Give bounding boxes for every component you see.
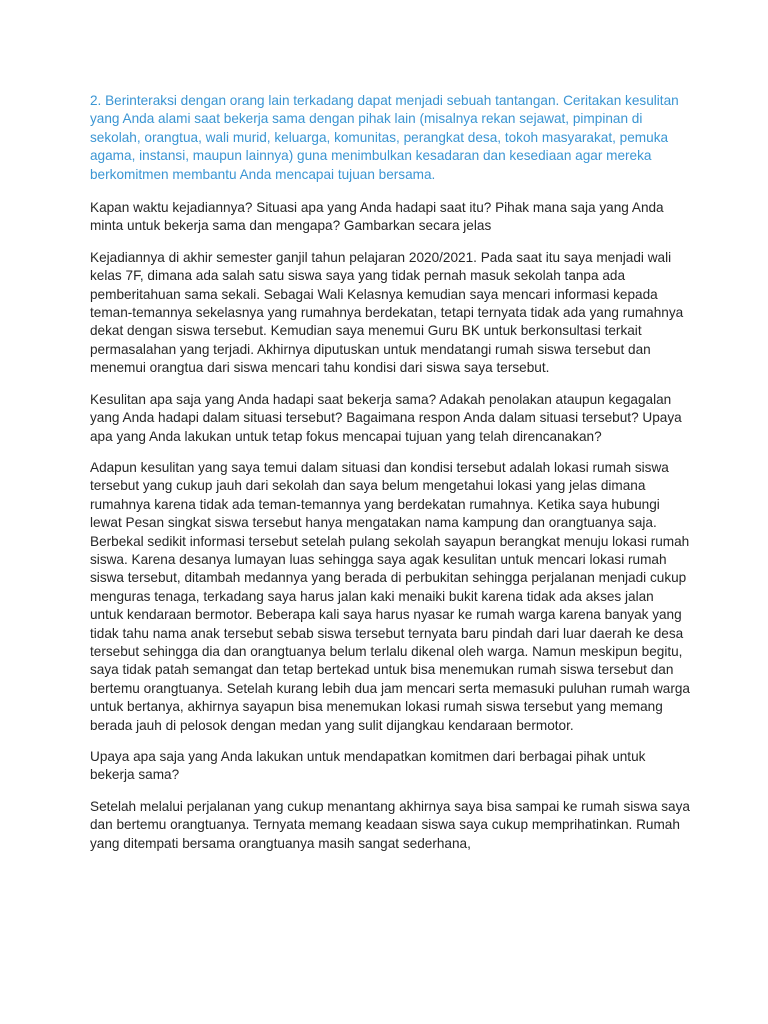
question-paragraph: Kesulitan apa saja yang Anda hadapi saat bekerja sama? Adakah penolakan ataupun kegagalan yang Anda hadapi dalam situasi tersebut? Bagaimana respon Anda dalam situasi tersebut? Upaya apa yang Anda lakukan untuk tetap fokus mencapai tujuan yang telah direncanakan? <box>90 391 682 444</box>
document-page <box>90 92 690 866</box>
answer-paragraph: Kejadiannya di akhir semester ganjil tahun pelajaran 2020/2021. Pada saat itu saya menjadi wali kelas 7F, dimana ada salah satu siswa saya yang tidak pernah masuk sekolah tanpa ada pemberitahuan sama sekali. Sebagai Wali Kelasnya kemudian saya mencari informasi kepada teman-temannya sekelasnya yang rumahnya berdekatan, tetapi ternyata tidak ada yang rumahnya dekat dengan siswa tersebut. Kemudian saya menemui Guru BK untuk berkonsultasi terkait permasalahan yang terjadi. Akhirnya diputuskan untuk mendatangi rumah siswa tersebut dan menemui orangtua dari siswa mencari tahu kondisi dari siswa saya tersebut. <box>90 249 684 376</box>
question-paragraph: Kapan waktu kejadiannya? Situasi apa yang Anda hadapi saat itu? Pihak mana saja yang Anda minta untuk bekerja sama dan mengapa? Gambarkan secara jelas <box>90 200 664 234</box>
question-paragraph: Upaya apa saja yang Anda lakukan untuk mendapatkan komitmen dari berbagai pihak untuk bekerja sama? <box>90 749 646 783</box>
prompt-paragraph: 2. Berinteraksi dengan orang lain terkadang dapat menjadi sebuah tantangan. Ceritakan kesulitan yang Anda alami saat bekerja sama dengan pihak lain (misalnya rekan sejawat, pimpinan di sekolah, orangtua, wali murid, keluarga, komunitas, perangkat desa, tokoh masyarakat, pemuka agama, instansi, maupun lainnya) guna menimbulkan kesadaran dan kesediaan agar mereka berkomitmen membantu Anda mencapai tujuan bersama. <box>90 93 679 182</box>
answer-paragraph: Setelah melalui perjalanan yang cukup menantang akhirnya saya bisa sampai ke rumah siswa saya dan bertemu orangtuanya. Ternyata memang keadaan siswa saya cukup memprihatinkan. Rumah yang ditempati bersama orangtuanya masih sangat sederhana, <box>90 798 690 851</box>
answer-paragraph: Adapun kesulitan yang saya temui dalam situasi dan kondisi tersebut adalah lokasi rumah siswa tersebut yang cukup jauh dari sekolah dan saya belum mengetahui lokasi yang jelas dimana rumahnya karena tidak ada teman-temannya yang berdekatan rumahnya. Ketika saya hubungi lewat Pesan singkat siswa tersebut hanya mengatakan nama kampung dan orangtuanya saja. Berbekal sedikit informasi tersebut setelah pulang sekolah sayapun berangkat menuju lokasi rumah siswa. Karena desanya lumayan luas sehingga saya agak kesulitan untuk mencari lokasi rumah siswa tersebut, ditambah medannya yang berada di perbukitan sehingga perjalanan menjadi cukup menguras tenaga, terkadang saya harus jalan kaki menaiki bukit karena tidak ada akses jalan untuk kendaraan bermotor. Beberapa kali saya harus nyasar ke rumah warga karena banyak yang tidak tahu nama anak tersebut sebab siswa tersebut ternyata baru pindah dari luar daerah ke desa tersebut sehingga dia dan orangtuanya belum terlalu dikenal oleh warga. Namun meskipun begitu, saya tidak patah semangat dan tetap bertekad untuk bisa menemukan rumah siswa tersebut dan bertemu orangtuanya. Setelah kurang lebih dua jam mencari serta memasuki puluhan rumah warga untuk bertanya, akhirnya sayapun bisa menemukan lokasi rumah siswa tersebut yang memang berada jauh di pelosok dengan medan yang sulit dijangkau kendaraan bermotor. <box>90 459 690 733</box>
